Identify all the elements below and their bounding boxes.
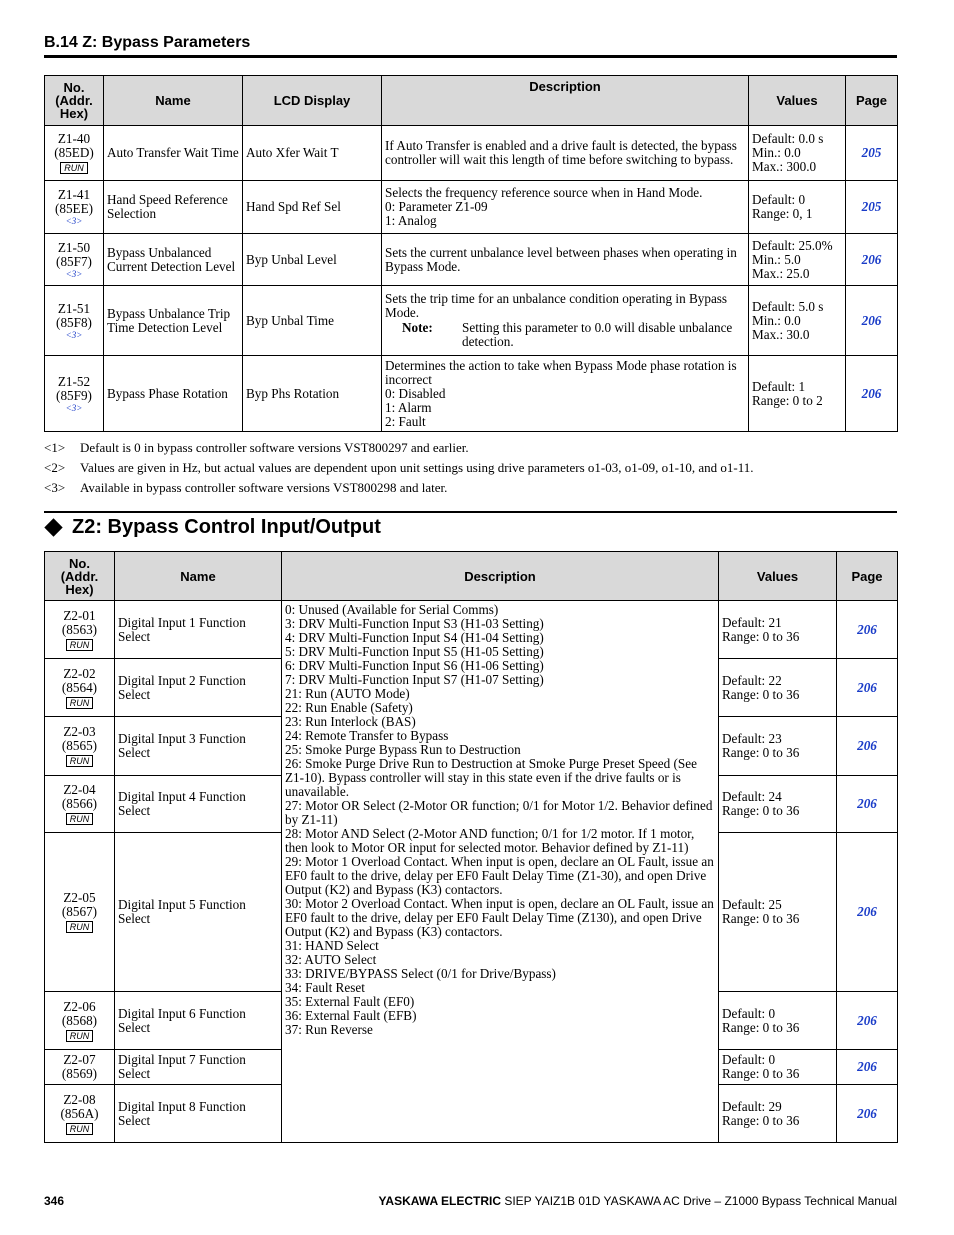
footer-doc	[379, 1194, 897, 1208]
page-cell	[846, 234, 898, 286]
param-number: Z2-08	[63, 1091, 96, 1107]
page-cell	[846, 286, 898, 356]
run-badge: RUN	[66, 1123, 94, 1135]
param-address: (8568)	[61, 1012, 98, 1028]
run-badge: RUN	[60, 162, 88, 174]
param-name: Bypass Unbalance Trip Time Detection Level	[104, 286, 243, 356]
page-number: 346	[44, 1194, 65, 1208]
param-number: Z2-03	[63, 724, 96, 739]
table-row	[45, 234, 898, 286]
param-number-cell	[45, 833, 115, 992]
footnote-text: Default is 0 in bypass controller software versions VST800297 and earlier.	[80, 440, 469, 455]
param-name: Digital Input 4 Function Select	[115, 776, 282, 833]
footnote	[44, 441, 754, 455]
header-page: Page	[837, 552, 898, 601]
param-name: Auto Transfer Wait Time	[104, 126, 243, 181]
table-row	[45, 601, 898, 659]
run-badge: RUN	[66, 1030, 94, 1042]
param-number-cell	[45, 992, 115, 1050]
values: Default: 25.0% Min.: 5.0 Max.: 25.0	[749, 234, 846, 286]
values: Default: 5.0 s Min.: 0.0 Max.: 30.0	[749, 286, 846, 356]
values: Default: 0.0 s Min.: 0.0 Max.: 300.0	[749, 126, 846, 181]
page-cell	[846, 181, 898, 234]
description: Sets the current unbalance level between phases when operating in Bypass Mode.	[385, 244, 737, 274]
param-name: Bypass Phase Rotation	[104, 356, 243, 432]
param-address: (8565)	[61, 738, 98, 753]
page-link[interactable]: 206	[861, 312, 882, 328]
z1-parameter-table	[44, 75, 898, 432]
param-number-cell	[45, 659, 115, 717]
page-cell	[846, 126, 898, 181]
page-link[interactable]: 206	[857, 621, 877, 637]
page-cell	[837, 1085, 898, 1143]
param-number: Z2-02	[63, 665, 96, 681]
param-name: Digital Input 1 Function Select	[115, 601, 282, 659]
param-address: (85EE)	[54, 201, 94, 216]
page-link[interactable]: 206	[857, 796, 877, 811]
page-cell	[837, 776, 898, 833]
footnote-ref: <3>	[65, 402, 83, 413]
page-cell	[837, 1050, 898, 1085]
z2-heading	[44, 516, 381, 539]
lcd-display: Byp Unbal Level	[243, 234, 382, 286]
param-address: (8569)	[61, 1066, 98, 1081]
page-cell	[837, 992, 898, 1050]
param-address: (8564)	[61, 679, 98, 695]
param-address: (8566)	[61, 796, 98, 811]
description: Determines the action to take when Bypass Mode phase rotation is incorrect 0: Disabled 1: Alarm 2: Fault	[385, 357, 737, 429]
values: Default: 25 Range: 0 to 36	[719, 833, 837, 992]
footnote	[44, 481, 754, 495]
header-lcd: LCD Display	[243, 76, 382, 126]
footnote	[44, 461, 754, 475]
lcd-display: Byp Unbal Time	[243, 286, 382, 356]
page-link[interactable]: 206	[857, 904, 877, 919]
param-number-cell	[45, 1050, 115, 1085]
page-link[interactable]: 205	[861, 199, 882, 214]
table-row	[45, 356, 898, 432]
note	[385, 321, 745, 349]
header-no: No. (Addr. Hex)	[45, 76, 104, 126]
values: Default: 0 Range: 0, 1	[749, 181, 846, 234]
param-number-cell	[45, 181, 104, 234]
param-number-cell	[45, 356, 104, 432]
header-values: Values	[749, 76, 846, 126]
page-link[interactable]: 206	[857, 1012, 877, 1028]
description-cell	[382, 126, 749, 181]
run-badge: RUN	[66, 697, 94, 709]
shared-description: 0: Unused (Available for Serial Comms) 3: DRV Multi-Function Input S3 (H1-03 Setting) 4: DRV Multi-Function Input S4 (H1-04 Setting) 5: DRV Multi-Function Input S5 (H1-05 Setting) 6: DRV Multi-Function Input S6 (H1-06 Setting) 7: DRV Multi-Function Input S7 (H1-07 Setting) 21: Run (AUTO Mode) 22: Run Enable (Safety) 23: Run Interlock (BAS) 24: Remote Transfer to Bypass 25: Smoke Purge Bypass Run to Destruction 26: Smoke Purge Drive Run to Destruction at Smoke Purge Preset Speed (See Z1-10). Bypass controller will stay in this state even if the drive faults or is unavailable. 27: Motor OR Select (2-Motor OR function; 0/1 for Motor 1/2. Behavior defined by Z1-11) 28: Motor AND Select (2-Motor AND function; 0/1 for 1/2 motor. If 1 motor, then look to Motor OR input for selected motor. Behavior defined by Z1-11) 29: Motor 1 Overload Contact. When input is open, declare an OL Fault, issue an EF0 fault to the drive, delay per EF0 Fault Delay Time (Z1-30), and open Drive Output (K2) and Bypass (K3) contactors. 30: Motor 2 Overload Contact. When input is open, declare an OL Fault, issue an EF0 fault to the drive, delay per EF0 Fault Delay Time (Z130), and open Drive Output (K2) and Bypass (K3) contactors. 31: HAND Select 32: AUTO Select 33: DRIVE/BYPASS Select (0/1 for Drive/Bypass) 34: Fault Reset 35: External Fault (EF0) 36: External Fault (EFB) 37: Run Reverse	[282, 601, 719, 1143]
param-name: Hand Speed Reference Selection	[104, 181, 243, 234]
page-cell	[846, 356, 898, 432]
page-cell	[837, 833, 898, 992]
header-description: Description	[382, 76, 749, 126]
run-badge: RUN	[66, 639, 94, 651]
page-link[interactable]: 206	[857, 1059, 877, 1074]
param-number-cell	[45, 286, 104, 356]
values: Default: 23 Range: 0 to 36	[719, 717, 837, 776]
table-row	[45, 181, 898, 234]
run-badge: RUN	[66, 921, 94, 933]
param-number: Z1-52	[57, 373, 91, 389]
values: Default: 0 Range: 0 to 36	[719, 1050, 837, 1085]
footnote-ref: <3>	[65, 268, 83, 279]
page-cell	[837, 717, 898, 776]
param-number-cell	[45, 126, 104, 181]
param-number: Z1-40	[57, 131, 91, 146]
table-row	[45, 126, 898, 181]
param-number-cell	[45, 601, 115, 659]
param-address: (856A)	[60, 1105, 99, 1121]
values: Default: 24 Range: 0 to 36	[719, 776, 837, 833]
param-name: Digital Input 8 Function Select	[115, 1085, 282, 1143]
page-cell	[837, 601, 898, 659]
param-address: (85F8)	[56, 314, 92, 330]
page-link[interactable]: 206	[857, 1105, 877, 1121]
run-badge: RUN	[66, 813, 94, 825]
page-link[interactable]: 206	[857, 679, 877, 695]
param-number-cell	[45, 234, 104, 286]
param-name: Digital Input 5 Function Select	[115, 833, 282, 992]
description-cell	[382, 181, 749, 234]
footer-brand: YASKAWA ELECTRIC	[378, 1194, 501, 1208]
param-number: Z2-04	[63, 782, 96, 797]
values: Default: 22 Range: 0 to 36	[719, 659, 837, 717]
param-name: Digital Input 2 Function Select	[115, 659, 282, 717]
description: Sets the trip time for an unbalance condition operating in Bypass Mode.	[385, 291, 728, 320]
z2-title: Z2: Bypass Control Input/Output	[72, 516, 381, 538]
section-title: B.14 Z: Bypass Parameters	[44, 34, 251, 51]
section-rule	[44, 55, 897, 58]
footnote-ref: <3>	[65, 216, 83, 226]
z2-rule	[44, 511, 897, 513]
lcd-display: Auto Xfer Wait T	[243, 126, 382, 181]
description: If Auto Transfer is enabled and a drive fault is detected, the bypass controller will wait this length of time before switching to bypass.	[385, 138, 737, 167]
diamond-icon	[44, 518, 62, 536]
param-number: Z1-51	[57, 300, 91, 316]
values: Default: 1 Range: 0 to 2	[749, 356, 846, 432]
table-row	[45, 286, 898, 356]
param-number-cell	[45, 717, 115, 776]
lcd-display: Hand Spd Ref Sel	[243, 181, 382, 234]
page-link[interactable]: 205	[861, 145, 882, 160]
footer-manual: SIEP YAIZ1B 01D YASKAWA AC Drive – Z1000 Bypass Technical Manual	[504, 1194, 897, 1208]
values: Default: 21 Range: 0 to 36	[719, 601, 837, 659]
lcd-display: Byp Phs Rotation	[243, 356, 382, 432]
param-number: Z2-07	[63, 1052, 96, 1067]
note-label: Note:	[402, 320, 433, 335]
footnote-text: Values are given in Hz, but actual values are dependent upon unit settings using drive parameters o1-03, o1-09, o1-10, and o1-11.	[80, 460, 754, 475]
values: Default: 29 Range: 0 to 36	[719, 1085, 837, 1143]
page-link[interactable]: 206	[857, 738, 877, 753]
footnote-mark: <2>	[44, 460, 66, 475]
page-link[interactable]: 206	[861, 385, 882, 401]
header-name: Name	[104, 76, 243, 126]
footnote-mark: <3>	[44, 480, 66, 495]
page-cell	[837, 659, 898, 717]
param-name: Digital Input 6 Function Select	[115, 992, 282, 1050]
param-address: (85ED)	[54, 145, 94, 160]
footnote-text: Available in bypass controller software versions VST800298 and later.	[80, 480, 448, 495]
note-text: Setting this parameter to 0.0 will disable unbalance detection.	[462, 320, 733, 349]
param-number: Z1-50	[57, 239, 91, 255]
header-description: Description	[282, 552, 719, 601]
values: Default: 0 Range: 0 to 36	[719, 992, 837, 1050]
param-number: Z2-05	[63, 890, 96, 905]
description-cell	[382, 356, 749, 432]
header-no: No. (Addr. Hex)	[45, 552, 115, 601]
param-address: (8567)	[61, 904, 98, 919]
param-name: Bypass Unbalanced Current Detection Level	[104, 234, 243, 286]
param-name: Digital Input 3 Function Select	[115, 717, 282, 776]
z2-parameter-table	[44, 551, 898, 1143]
header-name: Name	[115, 552, 282, 601]
param-address: (85F7)	[56, 253, 92, 269]
footnote-mark: <1>	[44, 440, 66, 455]
param-number: Z2-06	[63, 998, 96, 1014]
header-values: Values	[719, 552, 837, 601]
param-number-cell	[45, 1085, 115, 1143]
page-link[interactable]: 206	[861, 251, 882, 267]
description-cell	[382, 234, 749, 286]
footnote-ref: <3>	[65, 329, 83, 340]
param-number: Z2-01	[63, 607, 96, 623]
footnotes	[44, 441, 754, 501]
param-number: Z1-41	[57, 187, 91, 202]
param-name: Digital Input 7 Function Select	[115, 1050, 282, 1085]
run-badge: RUN	[66, 755, 94, 767]
param-number-cell	[45, 776, 115, 833]
header-page: Page	[846, 76, 898, 126]
param-address: (85F9)	[56, 387, 92, 403]
description: Selects the frequency reference source when in Hand Mode. 0: Parameter Z1-09 1: Analog	[385, 185, 703, 228]
description-cell	[382, 286, 749, 356]
param-address: (8563)	[61, 621, 98, 637]
